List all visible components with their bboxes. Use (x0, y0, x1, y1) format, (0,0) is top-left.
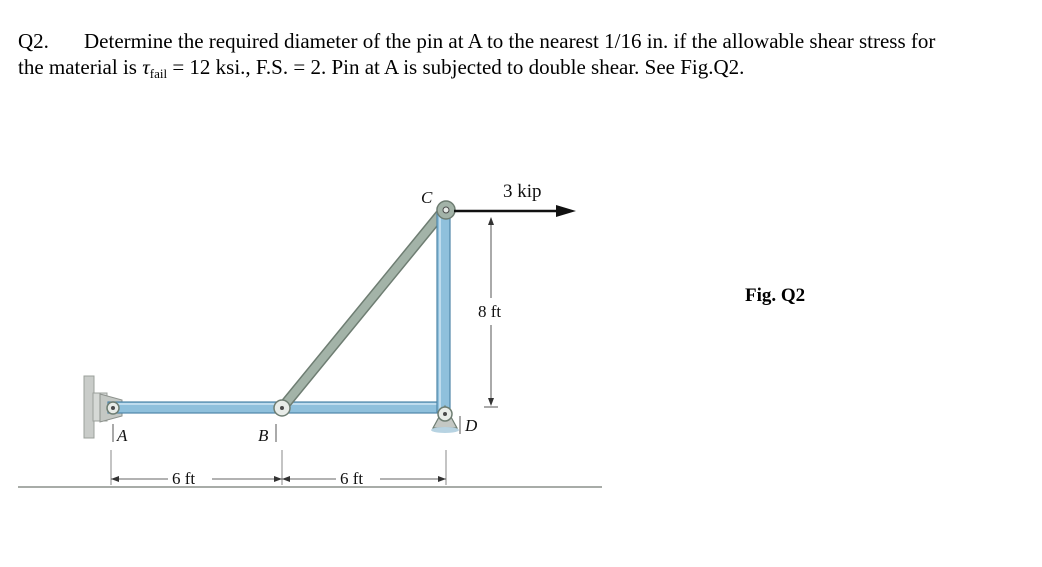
problem-text-line-1: Determine the required diameter of the pin at A to the nearest 1/16 in. if the allowable shear stress for (84, 29, 936, 53)
label-height: 8 ft (478, 302, 502, 321)
label-d: D (465, 416, 478, 435)
label-span-right: 6 ft (340, 469, 364, 488)
problem-number: Q2. (18, 29, 49, 53)
label-a: A (117, 426, 128, 445)
tau-subscript: fail (149, 66, 168, 81)
label-span-left: 6 ft (172, 469, 196, 488)
figure-caption: Fig. Q2 (745, 285, 806, 306)
problem-text-line-2-suffix: = 12 ksi., F.S. = 2. Pin at A is subjected to double shear. See Fig.Q2. (172, 55, 745, 79)
label-b: B (258, 426, 269, 445)
span-dimensions (111, 450, 446, 485)
vertical-member-cd (437, 208, 450, 412)
tau-letter: τ (142, 55, 150, 79)
label-c: C (421, 188, 433, 207)
label-load: 3 kip (503, 181, 542, 202)
problem-text-line-2-prefix: the material is (18, 55, 137, 79)
load-arrow (454, 205, 576, 217)
